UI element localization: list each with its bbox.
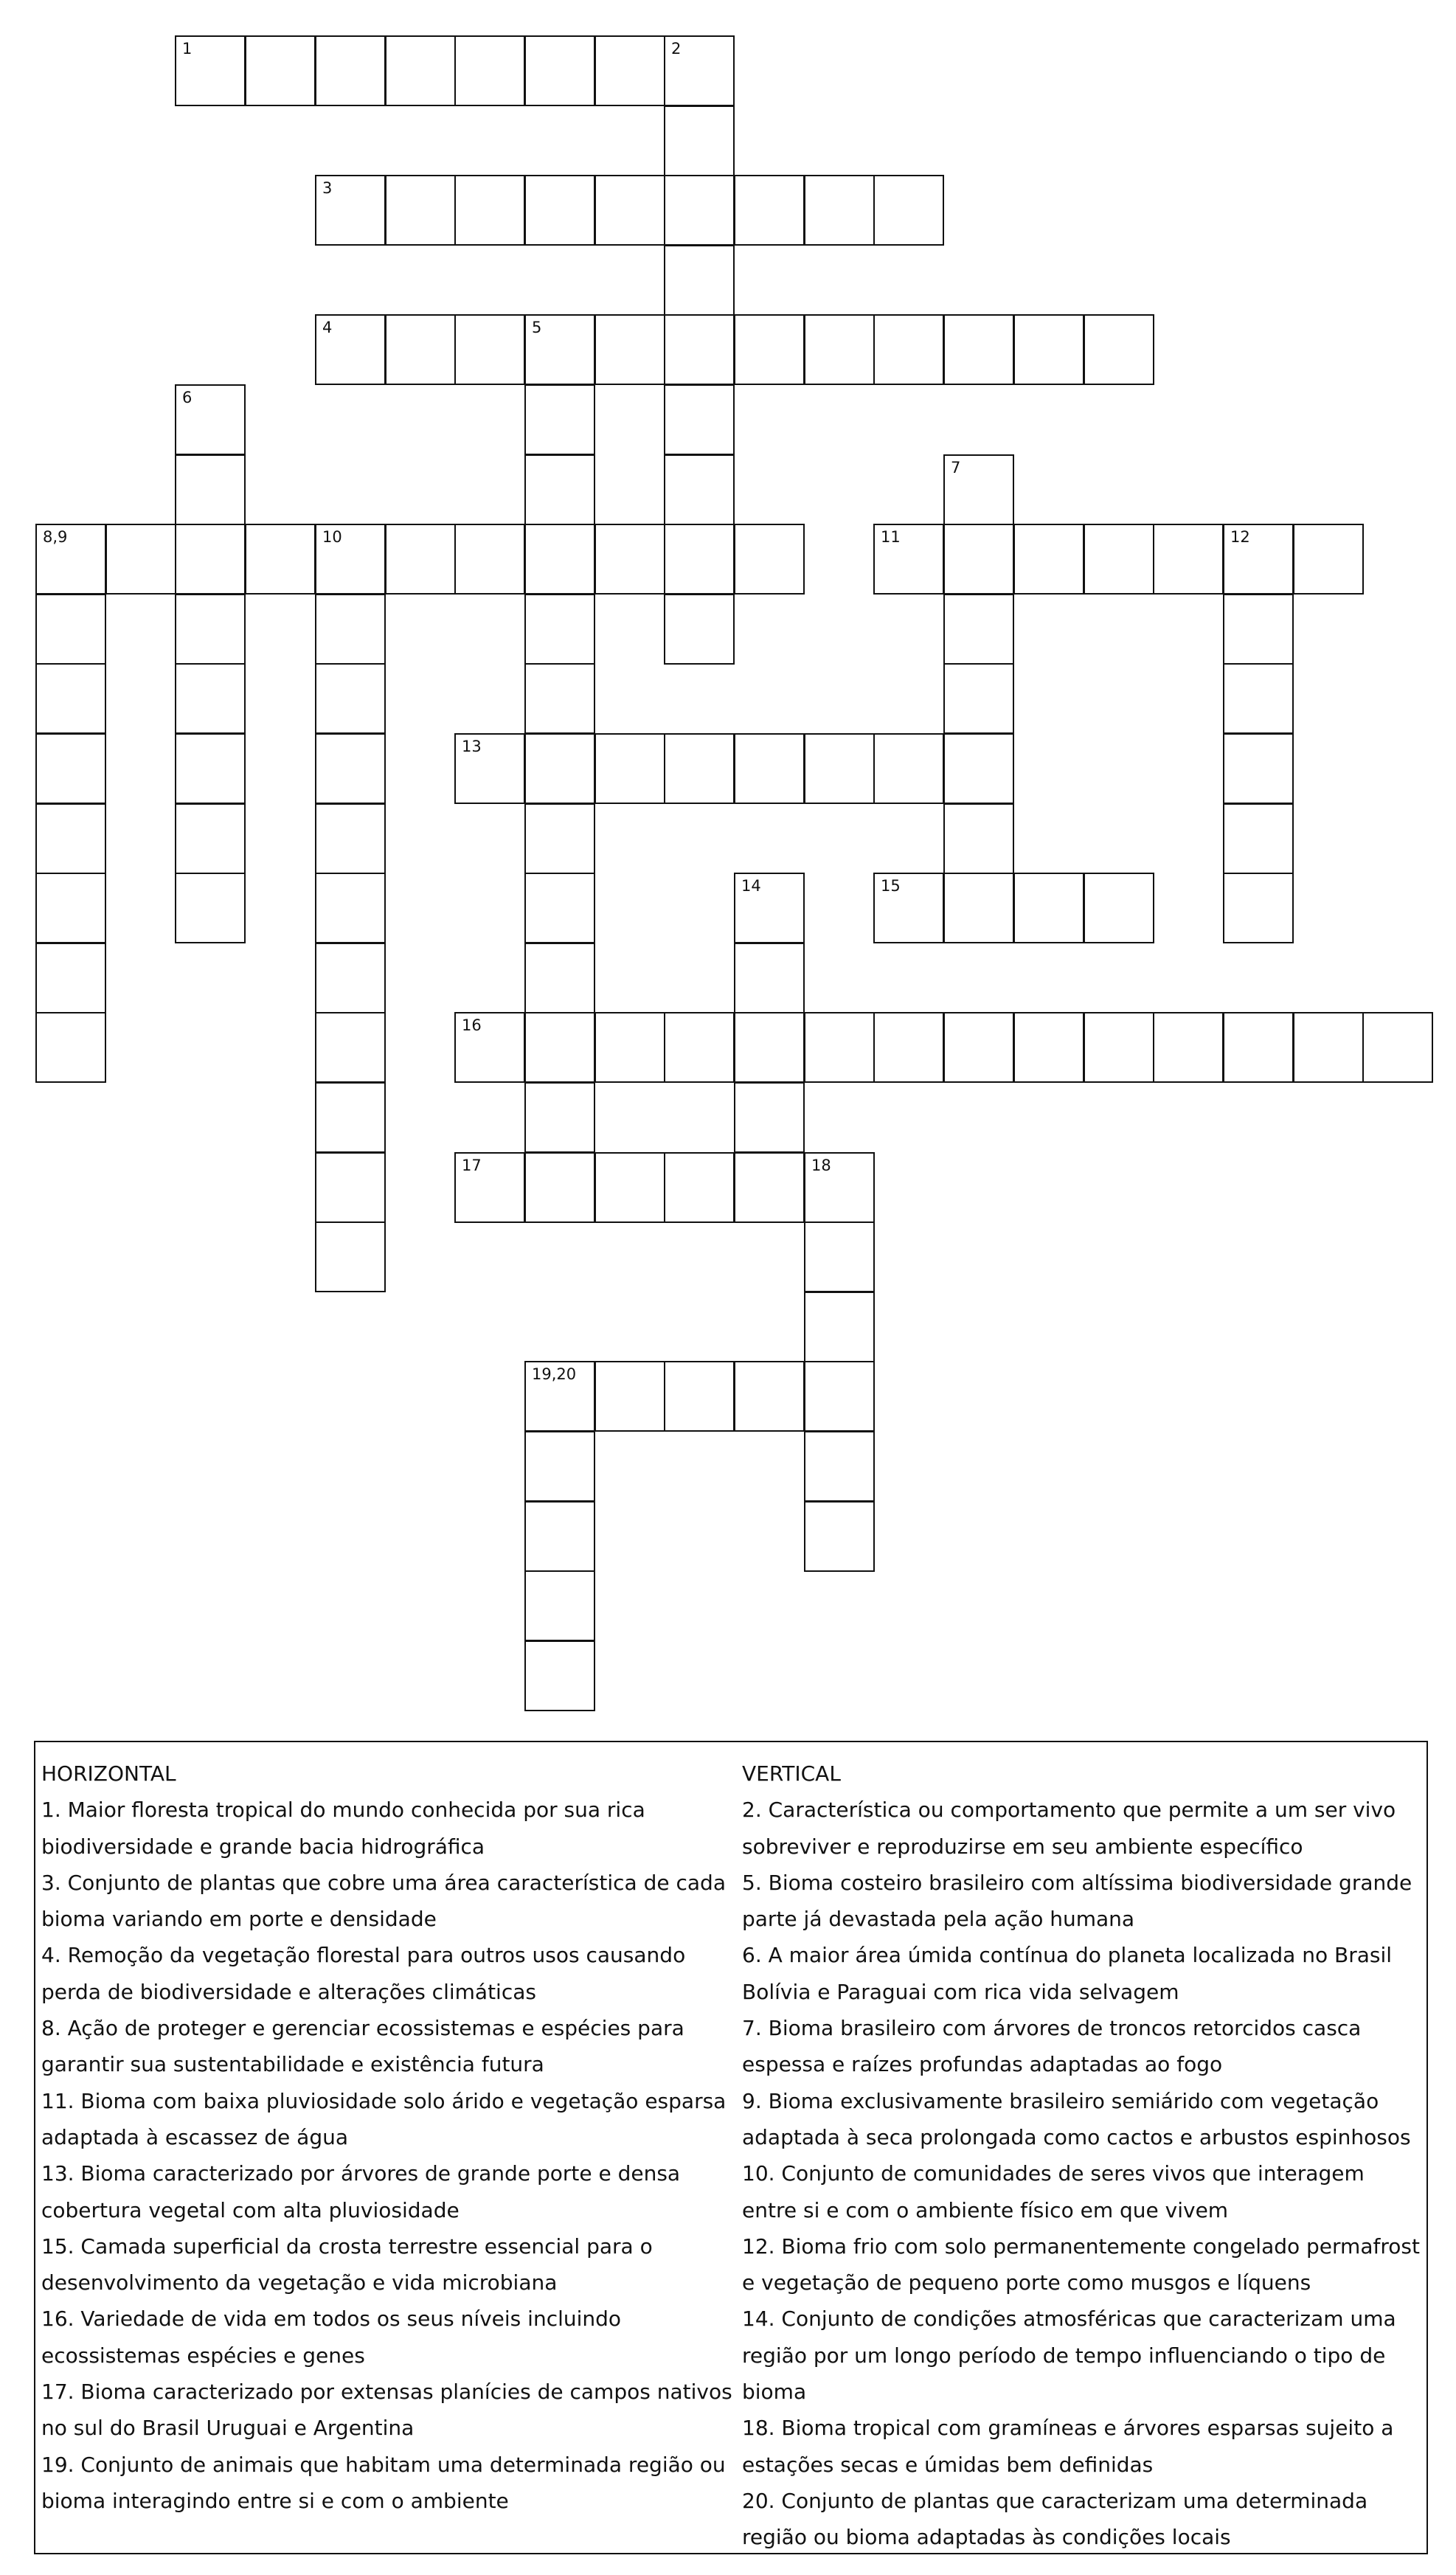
grid-cell[interactable] — [943, 594, 1014, 665]
clue-number: 14 — [741, 877, 761, 895]
grid-cell[interactable] — [524, 1501, 595, 1572]
grid-cell[interactable] — [35, 733, 106, 804]
grid-cell[interactable] — [105, 524, 176, 595]
clue-h-3: 3. Conjunto de plantas que cobre uma área característica de cada bioma variando em porte e densidade — [41, 1870, 726, 1932]
grid-cell[interactable] — [1013, 1012, 1084, 1083]
grid-cell[interactable] — [35, 594, 106, 665]
vertical-title: VERTICAL — [742, 1761, 841, 1786]
grid-cell[interactable] — [524, 733, 595, 804]
grid-cell[interactable] — [524, 175, 595, 246]
grid-cell[interactable] — [594, 314, 665, 385]
clue-number: 1 — [182, 40, 193, 58]
grid-cell[interactable] — [594, 1152, 665, 1223]
grid-cell[interactable] — [524, 943, 595, 1013]
grid-cell[interactable] — [524, 384, 595, 455]
grid-cell[interactable] — [524, 1012, 595, 1083]
grid-cell[interactable] — [1223, 524, 1294, 595]
grid-cell[interactable] — [804, 314, 875, 385]
clue-number: 13 — [462, 738, 482, 755]
grid-cell[interactable] — [1013, 873, 1084, 943]
grid-cell[interactable] — [943, 1012, 1014, 1083]
grid-cell[interactable] — [1223, 733, 1294, 804]
grid-cell[interactable] — [35, 873, 106, 943]
grid-cell[interactable] — [315, 594, 386, 665]
grid-cell[interactable] — [35, 1012, 106, 1083]
grid-cell[interactable] — [245, 35, 316, 106]
grid-cell[interactable] — [175, 454, 246, 525]
grid-cell[interactable] — [524, 35, 595, 106]
grid-cell[interactable] — [454, 1152, 525, 1223]
clue-v-2: 2. Característica ou comportamento que permite a um ser vivo sobreviver e reproduzirse em seu ambiente específico — [742, 1798, 1396, 1859]
grid-cell[interactable] — [1013, 524, 1084, 595]
grid-cell[interactable] — [594, 1012, 665, 1083]
clue-number: 11 — [881, 528, 901, 546]
grid-cell[interactable] — [664, 105, 735, 176]
grid-cell[interactable] — [524, 1431, 595, 1502]
grid-cell[interactable] — [1223, 663, 1294, 734]
grid-cell[interactable] — [804, 1431, 875, 1502]
clue-h-4: 4. Remoção da vegetação florestal para outros usos causando perda de biodiversidade e alterações climáticas — [41, 1943, 686, 2004]
clue-h-8: 8. Ação de proteger e gerenciar ecossistemas e espécies para garantir sua sustentabilidade e existência futura — [41, 2016, 684, 2077]
grid-cell[interactable] — [315, 1012, 386, 1083]
clue-h-1: 1. Maior floresta tropical do mundo conhecida por sua rica biodiversidade e grande bacia hidrográfica — [41, 1798, 645, 1859]
grid-cell[interactable] — [454, 314, 525, 385]
grid-cell[interactable] — [524, 314, 595, 385]
clue-v-12: 12. Bioma frio com solo permanentemente congelado permafrost e vegetação de pequeno porte como musgos e líquens — [742, 2233, 1420, 2295]
grid-cell[interactable] — [175, 35, 246, 106]
grid-cell[interactable] — [1084, 873, 1154, 943]
grid-cell[interactable] — [1223, 594, 1294, 665]
grid-cell[interactable] — [804, 1012, 875, 1083]
grid-cell[interactable] — [734, 314, 805, 385]
grid-cell[interactable] — [524, 663, 595, 734]
grid-cell[interactable] — [804, 1501, 875, 1572]
grid-cell[interactable] — [594, 35, 665, 106]
grid-cell[interactable] — [1293, 1012, 1364, 1083]
grid-cell[interactable] — [664, 175, 735, 246]
grid-cell[interactable] — [943, 733, 1014, 804]
grid-cell[interactable] — [454, 1012, 525, 1083]
grid-cell[interactable] — [804, 733, 875, 804]
vertical-clues-column — [742, 1756, 1424, 2556]
clue-h-16: 16. Variedade de vida em todos os seus níveis incluindo ecossistemas espécies e genes — [41, 2307, 622, 2368]
grid-cell[interactable] — [315, 1221, 386, 1292]
grid-cell[interactable] — [315, 943, 386, 1013]
grid-cell[interactable] — [1153, 1012, 1224, 1083]
grid-cell[interactable] — [943, 454, 1014, 525]
clue-number: 2 — [671, 40, 682, 58]
grid-cell[interactable] — [524, 1570, 595, 1641]
clue-number: 6 — [182, 389, 193, 406]
grid-cell[interactable] — [524, 594, 595, 665]
grid-cell[interactable] — [804, 175, 875, 246]
grid-cell[interactable] — [734, 524, 805, 595]
grid-cell[interactable] — [524, 1640, 595, 1711]
clue-v-18: 18. Bioma tropical com gramíneas e árvores esparsas sujeito a estações secas e úmidas bem definidas — [742, 2416, 1394, 2477]
clue-h-15: 15. Camada superficial da crosta terrestre essencial para o desenvolvimento da vegetação e vida microbiana — [41, 2233, 653, 2295]
clue-number: 8,9 — [43, 528, 68, 546]
grid-cell[interactable] — [664, 384, 735, 455]
grid-cell[interactable] — [454, 35, 525, 106]
grid-cell[interactable] — [524, 524, 595, 595]
grid-cell[interactable] — [454, 524, 525, 595]
grid-cell[interactable] — [664, 1152, 735, 1223]
grid-cell[interactable] — [664, 245, 735, 316]
grid-cell[interactable] — [664, 454, 735, 525]
grid-cell[interactable] — [943, 873, 1014, 943]
grid-cell[interactable] — [245, 524, 316, 595]
grid-cell[interactable] — [35, 663, 106, 734]
clue-v-6: 6. A maior área úmida contínua do planeta localizada no Brasil Bolívia e Paraguai com rica vida selvagem — [742, 1943, 1393, 2004]
grid-cell[interactable] — [385, 524, 456, 595]
grid-cell[interactable] — [1084, 524, 1154, 595]
grid-cell[interactable] — [943, 314, 1014, 385]
grid-cell[interactable] — [734, 873, 805, 943]
grid-cell[interactable] — [594, 733, 665, 804]
grid-cell[interactable] — [873, 175, 944, 246]
grid-cell[interactable] — [454, 175, 525, 246]
clue-v-14: 14. Conjunto de condições atmosféricas que caracterizam uma região por um longo período de tempo influenciando o tipo de bioma — [742, 2307, 1396, 2405]
grid-cell[interactable] — [664, 1361, 735, 1432]
clue-v-20: 20. Conjunto de plantas que caracterizam uma determinada região ou bioma adaptadas às condições locais — [742, 2488, 1368, 2550]
grid-cell[interactable] — [664, 524, 735, 595]
clue-number: 15 — [881, 877, 901, 895]
clue-h-17: 17. Bioma caracterizado por extensas planícies de campos nativos no sul do Brasil Uruguai e Argentina — [41, 2380, 732, 2441]
clue-number: 12 — [1230, 528, 1250, 546]
grid-cell[interactable] — [175, 733, 246, 804]
clue-number: 17 — [462, 1157, 482, 1174]
clues-box — [34, 1741, 1428, 2554]
grid-cell[interactable] — [1223, 803, 1294, 874]
grid-cell[interactable] — [594, 1361, 665, 1432]
grid-cell[interactable] — [1084, 314, 1154, 385]
grid-cell[interactable] — [734, 733, 805, 804]
horizontal-title: HORIZONTAL — [41, 1761, 176, 1786]
grid-cell[interactable] — [385, 175, 456, 246]
grid-cell[interactable] — [1223, 873, 1294, 943]
grid-cell[interactable] — [385, 314, 456, 385]
grid-cell[interactable] — [315, 524, 386, 595]
grid-cell[interactable] — [734, 1012, 805, 1083]
grid-cell[interactable] — [1013, 314, 1084, 385]
grid-cell[interactable] — [664, 314, 735, 385]
grid-cell[interactable] — [873, 314, 944, 385]
clue-number: 7 — [951, 459, 961, 476]
grid-cell[interactable] — [524, 873, 595, 943]
clue-number: 3 — [322, 179, 333, 197]
clue-number: 10 — [322, 528, 342, 546]
grid-cell[interactable] — [804, 1221, 875, 1292]
clue-v-5: 5. Bioma costeiro brasileiro com altíssima biodiversidade grande parte já devastada pela ação humana — [742, 1870, 1412, 1932]
grid-cell[interactable] — [873, 873, 944, 943]
grid-cell[interactable] — [524, 1152, 595, 1223]
grid-cell[interactable] — [524, 803, 595, 874]
grid-cell[interactable] — [315, 873, 386, 943]
grid-cell[interactable] — [943, 663, 1014, 734]
grid-cell[interactable] — [804, 1361, 875, 1432]
clue-number: 4 — [322, 319, 333, 336]
grid-cell[interactable] — [804, 1152, 875, 1223]
grid-cell[interactable] — [873, 733, 944, 804]
grid-cell[interactable] — [734, 1152, 805, 1223]
grid-cell[interactable] — [385, 35, 456, 106]
grid-cell[interactable] — [524, 454, 595, 525]
clue-v-7: 7. Bioma brasileiro com árvores de troncos retorcidos casca espessa e raízes profundas adaptadas ao fogo — [742, 2016, 1362, 2077]
grid-cell[interactable] — [1362, 1012, 1433, 1083]
grid-cell[interactable] — [175, 803, 246, 874]
grid-cell[interactable] — [664, 1012, 735, 1083]
grid-cell[interactable] — [664, 733, 735, 804]
grid-cell[interactable] — [35, 943, 106, 1013]
clue-number: 5 — [532, 319, 542, 336]
grid-cell[interactable] — [1293, 524, 1364, 595]
grid-cell[interactable] — [594, 524, 665, 595]
grid-cell[interactable] — [315, 733, 386, 804]
grid-cell[interactable] — [175, 384, 246, 455]
clue-h-11: 11. Bioma com baixa pluviosidade solo árido e vegetação esparsa adaptada à escassez de água — [41, 2088, 727, 2149]
clue-h-19: 19. Conjunto de animais que habitam uma determinada região ou bioma interagindo entre si e com o ambiente — [41, 2452, 726, 2513]
grid-cell[interactable] — [454, 733, 525, 804]
grid-cell[interactable] — [175, 663, 246, 734]
clue-number: 18 — [811, 1157, 831, 1174]
clue-v-10: 10. Conjunto de comunidades de seres vivos que interagem entre si e com o ambiente físico em que vivem — [742, 2161, 1365, 2222]
clue-h-13: 13. Bioma caracterizado por árvores de grande porte e densa cobertura vegetal com alta pluviosidade — [41, 2161, 681, 2222]
horizontal-clues-column — [41, 1756, 735, 2519]
grid-cell[interactable] — [315, 175, 386, 246]
grid-cell[interactable] — [1084, 1012, 1154, 1083]
clue-number: 16 — [462, 1016, 482, 1034]
grid-cell[interactable] — [734, 175, 805, 246]
grid-cell[interactable] — [664, 594, 735, 665]
grid-cell[interactable] — [734, 1361, 805, 1432]
grid-cell[interactable] — [315, 1152, 386, 1223]
grid-cell[interactable] — [175, 594, 246, 665]
grid-cell[interactable] — [315, 803, 386, 874]
grid-cell[interactable] — [664, 35, 735, 106]
clue-number: 19,20 — [532, 1365, 577, 1383]
grid-cell[interactable] — [1153, 524, 1224, 595]
grid-cell[interactable] — [943, 803, 1014, 874]
grid-cell[interactable] — [873, 524, 944, 595]
grid-cell[interactable] — [35, 524, 106, 595]
grid-cell[interactable] — [175, 524, 246, 595]
grid-cell[interactable] — [175, 873, 246, 943]
grid-cell[interactable] — [804, 1292, 875, 1362]
grid-cell[interactable] — [594, 175, 665, 246]
grid-cell[interactable] — [315, 1082, 386, 1153]
grid-cell[interactable] — [734, 943, 805, 1013]
grid-cell[interactable] — [524, 1361, 595, 1432]
grid-cell[interactable] — [35, 803, 106, 874]
grid-cell[interactable] — [873, 1012, 944, 1083]
grid-cell[interactable] — [734, 1082, 805, 1153]
grid-cell[interactable] — [315, 35, 386, 106]
grid-cell[interactable] — [1223, 1012, 1294, 1083]
grid-cell[interactable] — [943, 524, 1014, 595]
clue-v-9: 9. Bioma exclusivamente brasileiro semiárido com vegetação adaptada à seca prolongada como cactos e arbustos espinhosos — [742, 2088, 1411, 2149]
grid-cell[interactable] — [524, 1082, 595, 1153]
grid-cell[interactable] — [315, 663, 386, 734]
grid-cell[interactable] — [315, 314, 386, 385]
